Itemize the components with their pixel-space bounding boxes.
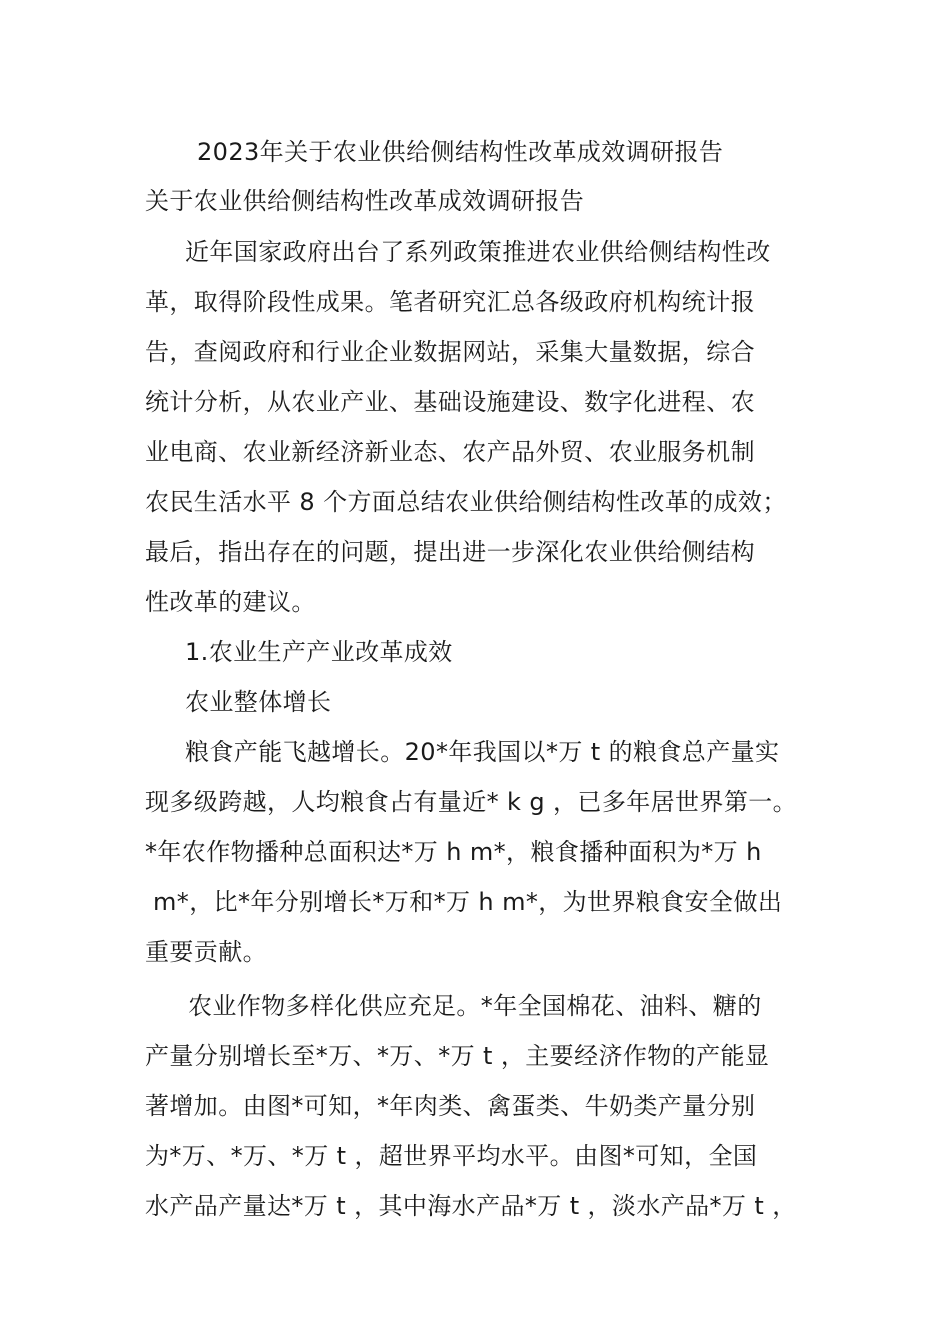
text-line: 为*万、*万、*万 t ，超世界平均水平。由图*可知，全国 — [145, 1142, 758, 1170]
subsection-heading: 农业整体增长 — [185, 688, 332, 716]
text-line: 粮食产能飞越增长。20*年我国以*万 t 的粮食总产量实 — [185, 738, 780, 766]
text-line: 告，查阅政府和行业企业数据网站，采集大量数据，综合 — [145, 338, 755, 366]
text-line: 农业作物多样化供应充足。*年全国棉花、油料、糖的 — [188, 992, 762, 1020]
section-heading: 1.农业生产产业改革成效 — [185, 638, 453, 666]
text-line: *年农作物播种总面积达*万 h m*，粮食播种面积为*万 h — [145, 838, 762, 866]
text-line: m*，比*年分别增长*万和*万 h m*，为世界粮食安全做出 — [145, 888, 783, 916]
text-line: 水产品产量达*万 t ，其中海水产品*万 t ，淡水产品*万 t ， — [145, 1192, 797, 1220]
text-line: 革，取得阶段性成果。笔者研究汇总各级政府机构统计报 — [145, 288, 755, 316]
document-subtitle: 关于农业供给侧结构性改革成效调研报告 — [145, 187, 585, 215]
text-line: 业电商、农业新经济新业态、农产品外贸、农业服务机制 — [145, 438, 755, 466]
text-line: 最后，指出存在的问题，提出进一步深化农业供给侧结构 — [145, 538, 755, 566]
text-line: 近年国家政府出台了系列政策推进农业供给侧结构性改 — [185, 238, 771, 266]
text-line: 产量分别增长至*万、*万、*万 t ，主要经济作物的产能显 — [145, 1042, 770, 1070]
text-line: 性改革的建议。 — [145, 588, 316, 616]
text-line: 农民生活水平 8 个方面总结农业供给侧结构性改革的成效； — [145, 488, 787, 516]
text-line: 著增加。由图*可知，*年肉类、禽蛋类、牛奶类产量分别 — [145, 1092, 756, 1120]
text-line: 统计分析，从农业产业、基础设施建设、数字化进程、农 — [145, 388, 755, 416]
text-line: 重要贡献。 — [145, 938, 267, 966]
text-line: 现多级跨越，人均粮食占有量近* k g ，已多年居世界第一。 — [145, 788, 798, 816]
document-title: 2023年关于农业供给侧结构性改革成效调研报告 — [197, 138, 724, 166]
